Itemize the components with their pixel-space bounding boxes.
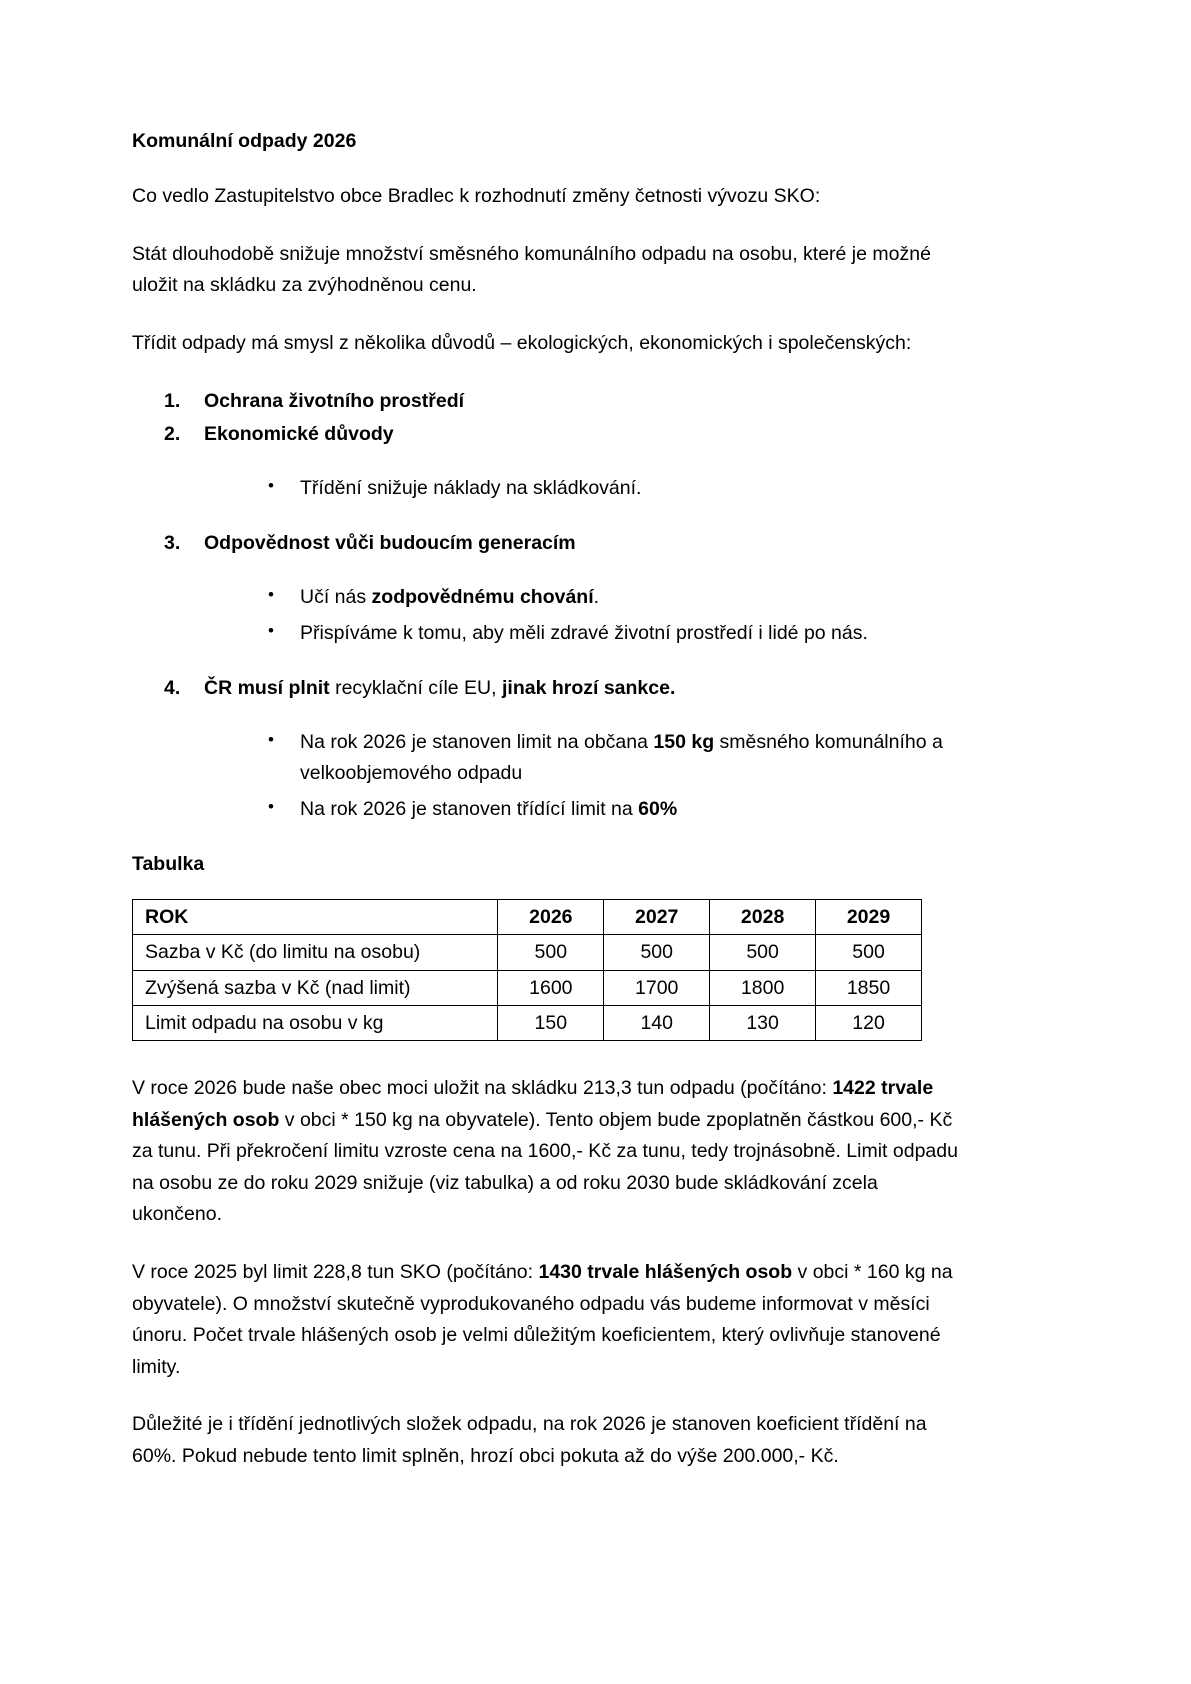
paragraph-sorting-coefficient: Důležité je i třídění jednotlivých složek odpadu, na rok 2026 je stanoven koeficient třídění na 60%. Pokud nebude tento limit splněn, hrozí obci pokuta až do výše 200.000,- Kč. <box>132 1413 927 1467</box>
list-item-3-number: 3. <box>164 532 181 555</box>
list-item-2-number: 2. <box>164 423 181 446</box>
table-cell: 1850 <box>816 970 922 1005</box>
list-item-3-label: Odpovědnost vůči budoucím generacím <box>204 532 576 555</box>
bullet-glyph-icon: • <box>268 729 274 749</box>
bullet-text: Třídění snižuje náklady na skládkování. <box>300 476 642 499</box>
table-row-label: Limit odpadu na osobu v kg <box>133 1005 498 1040</box>
list-item-4-bold-lead: ČR musí plnit <box>204 677 330 700</box>
bullet-item <box>204 794 960 826</box>
document-body <box>132 128 960 1472</box>
bullet-text-pre: Na rok 2026 je stanoven limit na občana <box>300 730 654 753</box>
table-row <box>133 1005 922 1040</box>
waste-limits-table <box>132 899 922 1041</box>
list-item-4-number: 4. <box>164 677 181 700</box>
bullet-text-post: . <box>593 585 600 608</box>
bullet-item <box>204 473 960 505</box>
table-row-label: Zvýšená sazba v Kč (nad limit) <box>133 970 498 1005</box>
bullet-text-pre: Na rok 2026 je stanoven třídící limit na <box>300 797 639 820</box>
table-header-row <box>133 899 922 934</box>
intro-question: Co vedlo Zastupitelstvo obce Bradlec k rozhodnutí změny četnosti vývozu SKO: <box>132 185 821 208</box>
paragraph-state-policy: Stát dlouhodobě snižuje množství směsného komunálního odpadu na osobu, které je možné uložit na skládku za zvýhodněnou cenu. <box>132 242 931 297</box>
bullet-text-pre: Učí nás <box>300 585 372 608</box>
paragraph-2026-part1: V roce 2026 bude naše obec moci uložit na skládku 213,3 tun odpadu (počítáno: <box>132 1077 833 1100</box>
list-item-1-label: Ochrana životního prostředí <box>204 389 465 412</box>
table-header-cell: ROK <box>133 899 498 934</box>
table-row <box>133 935 922 970</box>
table-header-cell: 2027 <box>604 899 710 934</box>
bullet-text: Přispíváme k tomu, aby měli zdravé životní prostředí i lidé po nás. <box>300 621 868 644</box>
list-item-4-bold-tail: jinak hrozí sankce. <box>501 677 676 700</box>
table-cell: 1600 <box>498 970 604 1005</box>
table-header-cell: 2029 <box>816 899 922 934</box>
table-cell: 500 <box>498 935 604 970</box>
list-item-3 <box>132 528 960 649</box>
table-row <box>133 970 922 1005</box>
list-item-2-bullets <box>204 473 960 505</box>
list-item-4-middle: recyklační cíle EU, <box>329 677 502 700</box>
bullet-text-bold: 150 kg <box>653 730 715 753</box>
bullet-glyph-icon: • <box>268 475 274 495</box>
table-cell: 140 <box>604 1005 710 1040</box>
table-cell: 1700 <box>604 970 710 1005</box>
reasons-list <box>132 386 960 826</box>
bullet-item <box>204 582 960 614</box>
list-item-2-label: Ekonomické důvody <box>204 423 394 446</box>
table-cell: 500 <box>710 935 816 970</box>
bullet-text-post: směsného komunálního a velkoobjemového odpadu <box>300 730 943 785</box>
table-cell: 150 <box>498 1005 604 1040</box>
paragraph-2025-part2: v obci * 160 kg na obyvatele). O množství skutečně vyprodukovaného odpadu vás budeme informovat v měsíci únoru. Počet trvale hlášených osob je velmi důležitým koeficientem, který ovlivňuje stanovené limity. <box>132 1260 953 1378</box>
paragraph-2026-bold: 1422 trvale hlášených osob <box>132 1077 934 1131</box>
list-item-2 <box>132 419 960 504</box>
table-header-cell: 2026 <box>498 899 604 934</box>
table-header-cell: 2028 <box>710 899 816 934</box>
table-cell: 120 <box>816 1005 922 1040</box>
paragraph-2026-part2: v obci * 150 kg na obyvatele). Tento objem bude zpoplatněn částkou 600,- Kč za tunu. Při překročení limitu vzroste cena na 1600,- Kč za tunu, tedy trojnásobně. Limit odpadu na osobu ze do roku 2029 snižuje (viz tabulka) a od roku 2030 bude skládkování zcela ukončeno. <box>132 1108 958 1226</box>
table-caption: Tabulka <box>132 853 205 876</box>
paragraph-year-2026 <box>132 1073 960 1231</box>
table-cell: 500 <box>816 935 922 970</box>
table-row-label: Sazba v Kč (do limitu na osobu) <box>133 935 498 970</box>
list-item-4-bullets <box>204 727 960 826</box>
bullet-glyph-icon: • <box>268 796 274 816</box>
bullet-text-bold: zodpovědnému chování <box>371 585 594 608</box>
paragraph-year-2025 <box>132 1257 960 1383</box>
table-cell: 130 <box>710 1005 816 1040</box>
list-item-4 <box>132 673 960 825</box>
list-item-1-number: 1. <box>164 389 181 412</box>
paragraph-reasons-intro: Třídit odpady má smysl z několika důvodů – ekologických, ekonomických i společenských: <box>132 332 912 355</box>
paragraph-2025-part1: V roce 2025 byl limit 228,8 tun SKO (počítáno: <box>132 1260 539 1283</box>
list-item-1 <box>132 386 960 418</box>
bullet-item <box>204 727 960 790</box>
bullet-glyph-icon: • <box>268 620 274 640</box>
bullet-glyph-icon: • <box>268 584 274 604</box>
list-item-3-bullets <box>204 582 960 649</box>
page-title: Komunální odpady 2026 <box>132 130 357 152</box>
table-cell: 500 <box>604 935 710 970</box>
paragraph-2025-bold: 1430 trvale hlášených osob <box>538 1260 793 1283</box>
bullet-text-bold: 60% <box>638 797 678 820</box>
table-cell: 1800 <box>710 970 816 1005</box>
bullet-item <box>204 618 960 650</box>
